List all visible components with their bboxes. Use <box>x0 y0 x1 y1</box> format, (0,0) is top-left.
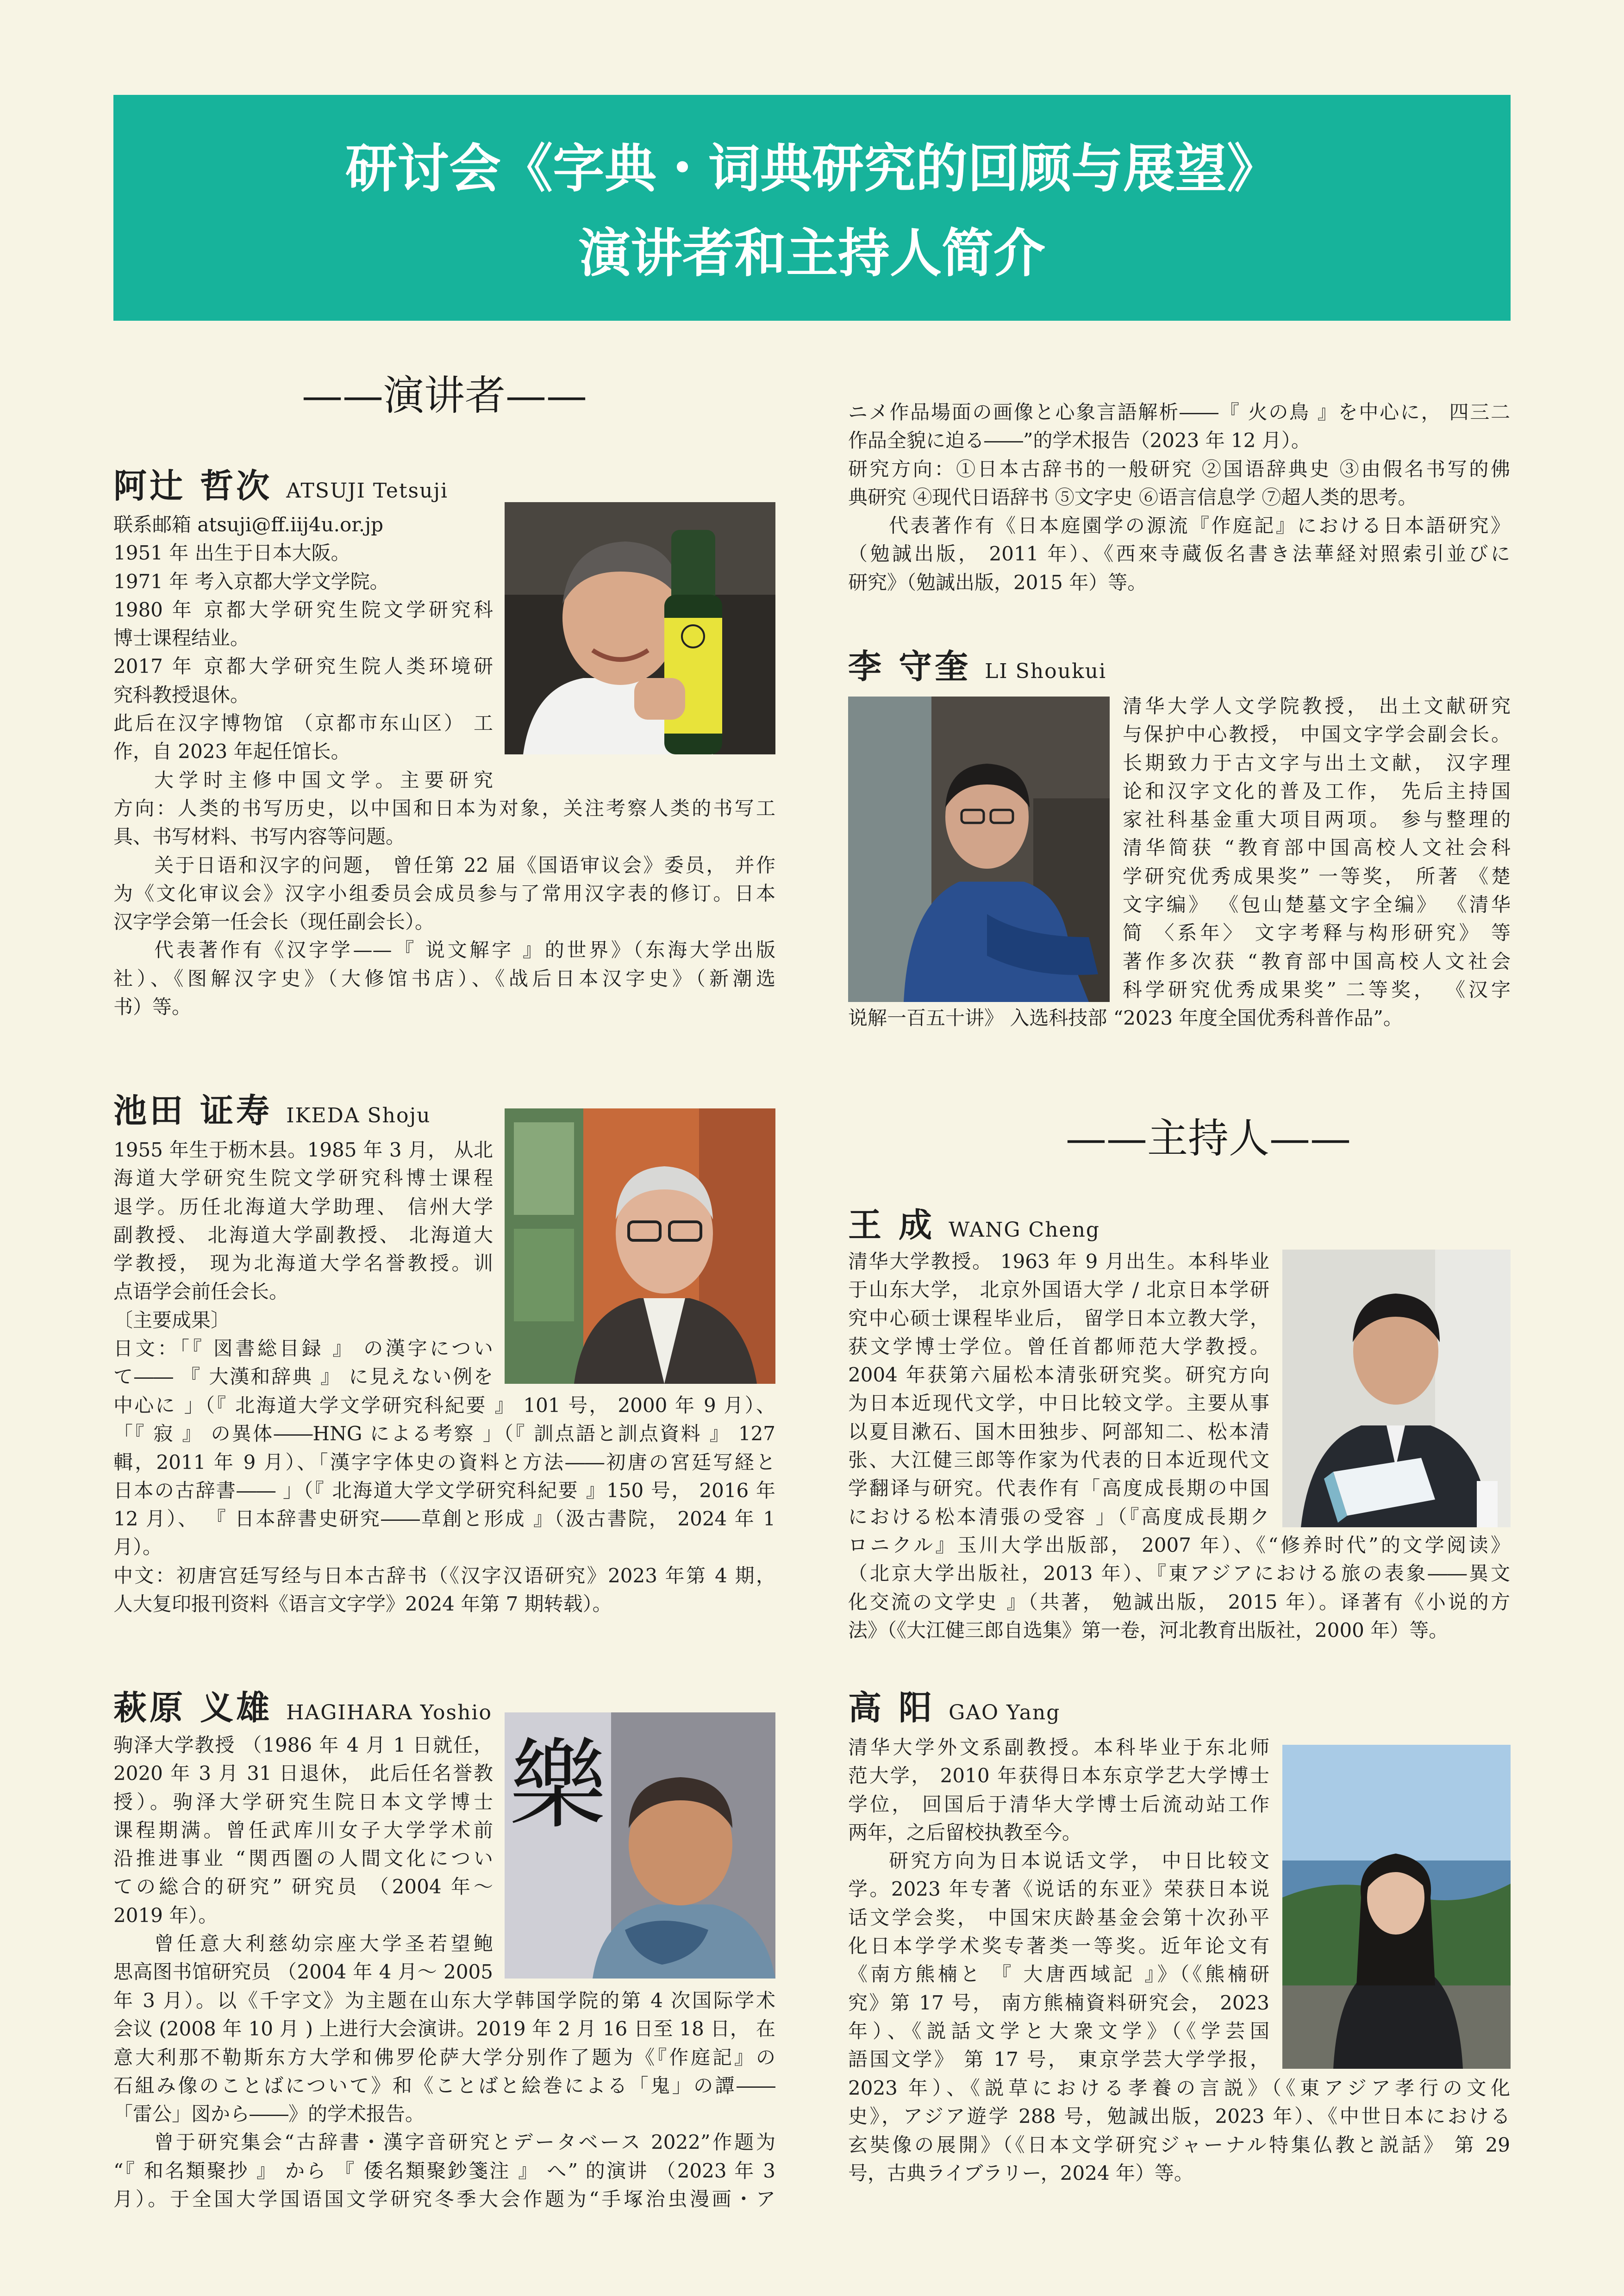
bio-line: 话文学会奖， 中国宋庆龄基金会第十次孙平 <box>848 1906 1269 1929</box>
bio-line: 关于日语和汉字的问题， 曾任第 22 届《国语审议会》委员， 并作 <box>154 853 775 877</box>
bio-line: 会议 (2008 年 10 月 ) 上进行大会演讲。2019 年 2 月 16 日至 18 日， 在 <box>113 2017 775 2041</box>
bio-line: 1951 年 出生于日本大阪。 <box>113 541 350 565</box>
bio-line: 輯，2011 年 9 月）、「漢字字体史の資料と方法――初唐の宮廷写経と <box>113 1450 775 1474</box>
bio-line: ての総合的研究” 研究员 （2004 年～ <box>113 1875 493 1898</box>
bio-line: 学教授， 现为北海道大学名誉教授。训 <box>113 1252 493 1275</box>
bio-line: 月）。 <box>113 1536 162 1559</box>
portrait-photo-ikeda <box>505 1108 775 1384</box>
bio-line: 联系邮箱 atsuji@ff.iij4u.or.jp <box>113 513 384 536</box>
bio-line: における松本清張の受容 」（『高度成長期ク <box>848 1505 1269 1528</box>
bio-line: 年 3 月）。以《千字文》为主题在山东大学韩国学院的第 4 次国际学术 <box>113 1989 775 2012</box>
bio-li-b <box>848 1004 1510 1032</box>
bio-line: 思高图书馆研究员 （2004 年 4 月～ 2005 <box>113 1960 493 1984</box>
bio-line: ロニクル』玉川大学出版部， 2007 年）、《“修养时代”的文学阅读》 <box>848 1534 1510 1556</box>
bio-line: て―― 『 大漢和辞典 』 に見えない例を <box>113 1365 493 1388</box>
bio-line: 学位， 回国后于清华大学博士后流动站工作 <box>848 1792 1269 1816</box>
bio-line: 著作多次获 “教育部中国高校人文社会 <box>1123 950 1511 973</box>
bio-line: 点语学会前任会长。 <box>113 1280 289 1303</box>
bio-line: 海道大学研究生院文学研究科博士课程 <box>113 1167 493 1190</box>
name-en: GAO Yang <box>949 1701 1061 1724</box>
svg-text:樂: 樂 <box>509 1729 607 1842</box>
name-cn: 王 成 <box>848 1205 935 1244</box>
bio-line: 沿推进事业 “関西圏の人間文化につい <box>113 1847 493 1870</box>
bio-line: 为日本近现代文学，中日比较文学。主要从事 <box>848 1392 1269 1415</box>
speaker-name-hagihara <box>113 1687 492 1738</box>
bio-line: 代表著作有《汉字学——『 说文解字 』的世界》（东海大学出版 <box>154 939 775 962</box>
bio-gao-a <box>848 1733 1269 2074</box>
bio-line: 2004 年获第六届松本清张研究奖。研究方向 <box>848 1363 1269 1387</box>
bio-line: 家社科基金重大项目两项。 参与整理的 <box>1123 808 1511 831</box>
bio-line: 日本の古辞書―― 」（『 北海道大学文学研究科紀要 』150 号， 2016 年 <box>113 1479 775 1502</box>
bio-line: 玄奘像の展開》（《日本文学研究ジャーナル特集仏教と説話》 第 29 <box>848 2133 1510 2156</box>
bio-line: 研究》（勉誠出版，2015 年）等。 <box>848 571 1147 594</box>
bio-line: 具、书写材料、书写内容等问题。 <box>113 825 406 848</box>
bio-line: 文字编》 《包山楚墓文字全编》 《清华 <box>1123 893 1511 916</box>
bio-line: 大学时主修中国文学。主要研究 <box>154 768 493 791</box>
speaker-name-li <box>848 646 1106 697</box>
portrait-photo-wang <box>1282 1250 1511 1527</box>
bio-line: 12 月）、 『 日本辞書史研究――草創と形成 』（汲古書院， 2024 年 1 <box>113 1507 775 1531</box>
bio-line: “『 和名類聚抄 』 から 『 倭名類聚鈔箋注 』 へ” 的演讲 （2023 年 3 <box>113 2159 775 2182</box>
page-title: 研讨会《字典・词典研究的回顾与展望》 <box>345 139 1279 199</box>
bio-line: 研究方向为日本说话文学， 中日比较文 <box>889 1849 1269 1873</box>
host-name-gao <box>848 1687 1060 1738</box>
portrait-photo-atsuji <box>505 502 775 754</box>
portrait-photo-gao <box>1282 1745 1511 2069</box>
speakers-heading: ——演讲者—— <box>301 372 587 419</box>
bio-line: 〔主要成果〕 <box>113 1308 231 1332</box>
bio-line: 日文：「『 図書総目録 』 の漢字につい <box>113 1337 493 1360</box>
bio-line: ニメ作品場面の画像と心象言語解析――『 火の鳥 』を中心に， 四三二 <box>848 401 1510 423</box>
bio-line: 科学研究优秀成果奖” 二等奖， 《汉字 <box>1123 978 1511 1001</box>
bio-line: 化日本学学术奖专著类一等奖。近年论文有 <box>848 1935 1269 1958</box>
name-cn: 李 守奎 <box>848 647 971 686</box>
bio-hagihara-a <box>113 1731 493 1986</box>
bio-ikeda-b <box>113 1391 775 1618</box>
bio-line: 授）。驹泽大学研究生院日本文学博士 <box>113 1790 493 1813</box>
bio-line: 学翻译与研究。代表作有「高度成長期の中国 <box>848 1477 1269 1500</box>
bio-line: 中心に 」（『 北海道大学文学研究科紀要 』 101 号， 2000 年 9 月）、 <box>113 1394 775 1417</box>
bio-line: 清华大学教授。 1963 年 9 月出生。本科毕业 <box>848 1250 1269 1273</box>
bio-line: 副教授、 北海道大学副教授、 北海道大 <box>113 1223 493 1246</box>
bio-line: 课程期满。曾任武库川女子大学学术前 <box>113 1818 493 1842</box>
bio-hagihara-b <box>113 1986 775 2213</box>
bio-line: 究中心硕士课程毕业后， 留学日本立教大学， <box>848 1307 1269 1330</box>
bio-line: 2019 年）。 <box>113 1904 218 1927</box>
speaker-name-atsuji <box>113 465 448 516</box>
bio-li-a <box>1123 692 1511 1004</box>
speaker-name-ikeda <box>113 1090 431 1141</box>
bio-line: 石組み像のことばについて》和《ことばと絵巻による「鬼」の譚―― <box>113 2074 775 2097</box>
bio-line: 月）。于全国大学国语国文学研究冬季大会作题为“手塚治虫漫画・ア <box>113 2188 775 2211</box>
name-en: WANG Cheng <box>949 1218 1100 1242</box>
bio-line: 作，自 2023 年起任馆长。 <box>113 740 350 763</box>
bio-line: 范大学， 2010 年获得日本东京学艺大学博士 <box>848 1764 1269 1787</box>
bio-line: 论和汉字文化的普及工作， 先后主持国 <box>1123 779 1511 803</box>
bio-line: 史》，アジア遊学 288 号，勉誠出版，2023 年）、《中世日本における <box>848 2105 1510 2128</box>
bio-hagihara-continued <box>848 398 1510 597</box>
name-en: ATSUJI Tetsuji <box>286 479 449 503</box>
bio-line: 研究方向：①日本古辞书的一般研究 ②国语辞典史 ③由假名书写的佛 <box>848 457 1510 480</box>
bio-atsuji-b <box>113 794 775 1021</box>
bio-line: 汉字学会第一任会长（现任副会长）。 <box>113 910 435 933</box>
bio-line: 1971 年 考入京都大学文学院。 <box>113 570 389 593</box>
bio-line: 「雷公」図から――》的学术报告。 <box>113 2103 425 2126</box>
bio-line: 方向：人类的书写历史，以中国和日本为对象，关注考察人类的书写工 <box>113 797 775 820</box>
name-en: HAGIHARA Yoshio <box>286 1701 492 1724</box>
bio-wang-a <box>848 1247 1269 1531</box>
bio-line: 学。2023 年专著《说话的东亚》荣获日本说 <box>848 1878 1269 1901</box>
bio-line: 1980 年 京都大学研究生院文学研究科 <box>113 598 493 621</box>
bio-line: 法》（《大江健三郎自选集》第一卷，河北教育出版社，2000 年）等。 <box>848 1618 1449 1642</box>
bio-ikeda-a <box>113 1136 493 1391</box>
bio-line: 人大复印报刊资料《语言文字学》2024 年第 7 期转载）。 <box>113 1593 612 1616</box>
bio-line: 究科教授退休。 <box>113 683 250 706</box>
bio-line: 1955 年生于枥木县。1985 年 3 月， 从北 <box>113 1139 493 1161</box>
bio-line: 語国文学》 第 17 号， 東京学芸大学学报， <box>848 2048 1269 2071</box>
bio-line: 清华大学人文学院教授， 出土文献研究 <box>1123 695 1511 717</box>
bio-line: 博士课程结业。 <box>113 627 250 650</box>
bio-line: 究》第 17 号， 南方熊楠資料研究会， 2023 <box>848 1991 1269 2014</box>
bio-atsuji-a <box>113 510 493 794</box>
bio-line: 曾于研究集会“古辞書・漢字音研究とデータベース 2022”作题为 <box>154 2131 775 2154</box>
bio-line: 获文学博士学位。曾任首都师范大学教授。 <box>848 1335 1269 1358</box>
bio-line: （北京大学出版社，2013 年）、『東アジアにおける旅の表象――異文 <box>848 1562 1510 1585</box>
portrait-photo-hagihara <box>505 1712 775 1979</box>
bio-line: 为《文化审议会》汉字小组委员会成员参与了常用汉字表的修订。日本 <box>113 882 775 905</box>
bio-line: 于山东大学， 北京外国语大学 / 北京日本学研 <box>848 1278 1269 1301</box>
bio-line: 「『 寂 』 の異体――HNG による考察 」（『 訓点語と訓点資料 』 127 <box>113 1422 775 1445</box>
bio-line: 年）、《説話文学と大衆文学》（《学芸国 <box>848 2019 1269 2042</box>
bio-line: 此后在汉字博物馆 （京都市东山区） 工 <box>113 712 493 735</box>
portrait-photo-li <box>848 697 1110 1002</box>
name-cn: 阿辻 哲次 <box>113 466 273 505</box>
bio-line: 与保护中心教授， 中国文字学会副会长。 <box>1123 723 1511 746</box>
bio-line: 简 〈系年〉 文字考释与构形研究》 等 <box>1123 921 1511 945</box>
bio-line: 两年，之后留校执教至今。 <box>848 1821 1082 1844</box>
bio-line: 以夏目漱石、国木田独步、阿部知二、松本清 <box>848 1420 1269 1443</box>
bio-line: 退学。历任北海道大学助理、 信州大学 <box>113 1195 493 1218</box>
bio-line: 书）等。 <box>113 996 192 1019</box>
hosts-heading: ——主持人—— <box>1065 1114 1351 1162</box>
bio-line: 曾任意大利慈幼宗座大学圣若望鲍 <box>154 1932 493 1955</box>
bio-line: （勉誠出版， 2011 年）、《西來寺蔵仮名書き法華経対照索引並びに <box>848 542 1510 566</box>
title-banner <box>113 95 1511 321</box>
bio-line: 长期致力于古文字与出土文献， 汉字理 <box>1123 751 1511 774</box>
name-cn: 萩原 义雄 <box>113 1688 273 1727</box>
bio-line: 代表著作有《日本庭園学の源流『作庭記』における日本語研究》 <box>889 514 1510 537</box>
name-en: IKEDA Shoju <box>286 1104 431 1127</box>
bio-line: 中文：初唐宫廷写经与日本古辞书（《汉字汉语研究》2023 年第 4 期， <box>113 1564 775 1587</box>
bio-line: 号，古典ライブラリー，2024 年）等。 <box>848 2161 1194 2184</box>
bio-line: 张、大江健三郎等作家为代表的日本近现代文 <box>848 1449 1269 1472</box>
bio-line: 学研究优秀成果奖” 一等奖， 所著 《楚 <box>1123 865 1511 888</box>
bio-line: 清华简获 “教育部中国高校人文社会科 <box>1123 836 1511 859</box>
bio-line: 驹泽大学教授 （1986 年 4 月 1 日就任， <box>113 1734 493 1756</box>
name-en: LI Shoukui <box>985 660 1107 683</box>
bio-line: 社）、《图解汉字史》（大修馆书店）、《战后日本汉字史》（新潮选 <box>113 967 775 990</box>
bio-line: 典研究 ④现代日语辞书 ⑤文字史 ⑥语言信息学 ⑦超人类的思考。 <box>848 485 1418 509</box>
bio-line: 2017 年 京都大学研究生院人类环境研 <box>113 655 493 678</box>
bio-wang-b <box>848 1531 1510 1644</box>
bio-line: 化交流の文学史 』（共著， 勉誠出版， 2015 年）。译著有《小说的方 <box>848 1590 1510 1613</box>
page-subtitle: 演讲者和主持人简介 <box>579 224 1045 284</box>
bio-line: 2023 年）、《説草における孝養の言説》（《東アジア孝行の文化 <box>848 2077 1510 2099</box>
bio-line: 作品全貌に迫る――”的学术报告（2023 年 12 月）。 <box>848 429 1311 452</box>
bio-line: 意大利那不勒斯东方大学和佛罗伦萨大学分别作了题为《『作庭記』の <box>113 2046 775 2069</box>
name-cn: 高 阳 <box>848 1688 935 1727</box>
bio-line: 说解一百五十讲》 入选科技部 “2023 年度全国优秀科普作品”。 <box>848 1007 1403 1029</box>
bio-line: 2020 年 3 月 31 日退休， 此后任名誉教 <box>113 1762 493 1785</box>
bio-gao-b <box>848 2074 1510 2187</box>
bio-line: 《南方熊楠と 『 大唐西域記 』》（《熊楠研 <box>848 1963 1269 1986</box>
name-cn: 池田 证寿 <box>113 1091 273 1130</box>
bio-line: 清华大学外文系副教授。本科毕业于东北师 <box>848 1736 1269 1759</box>
